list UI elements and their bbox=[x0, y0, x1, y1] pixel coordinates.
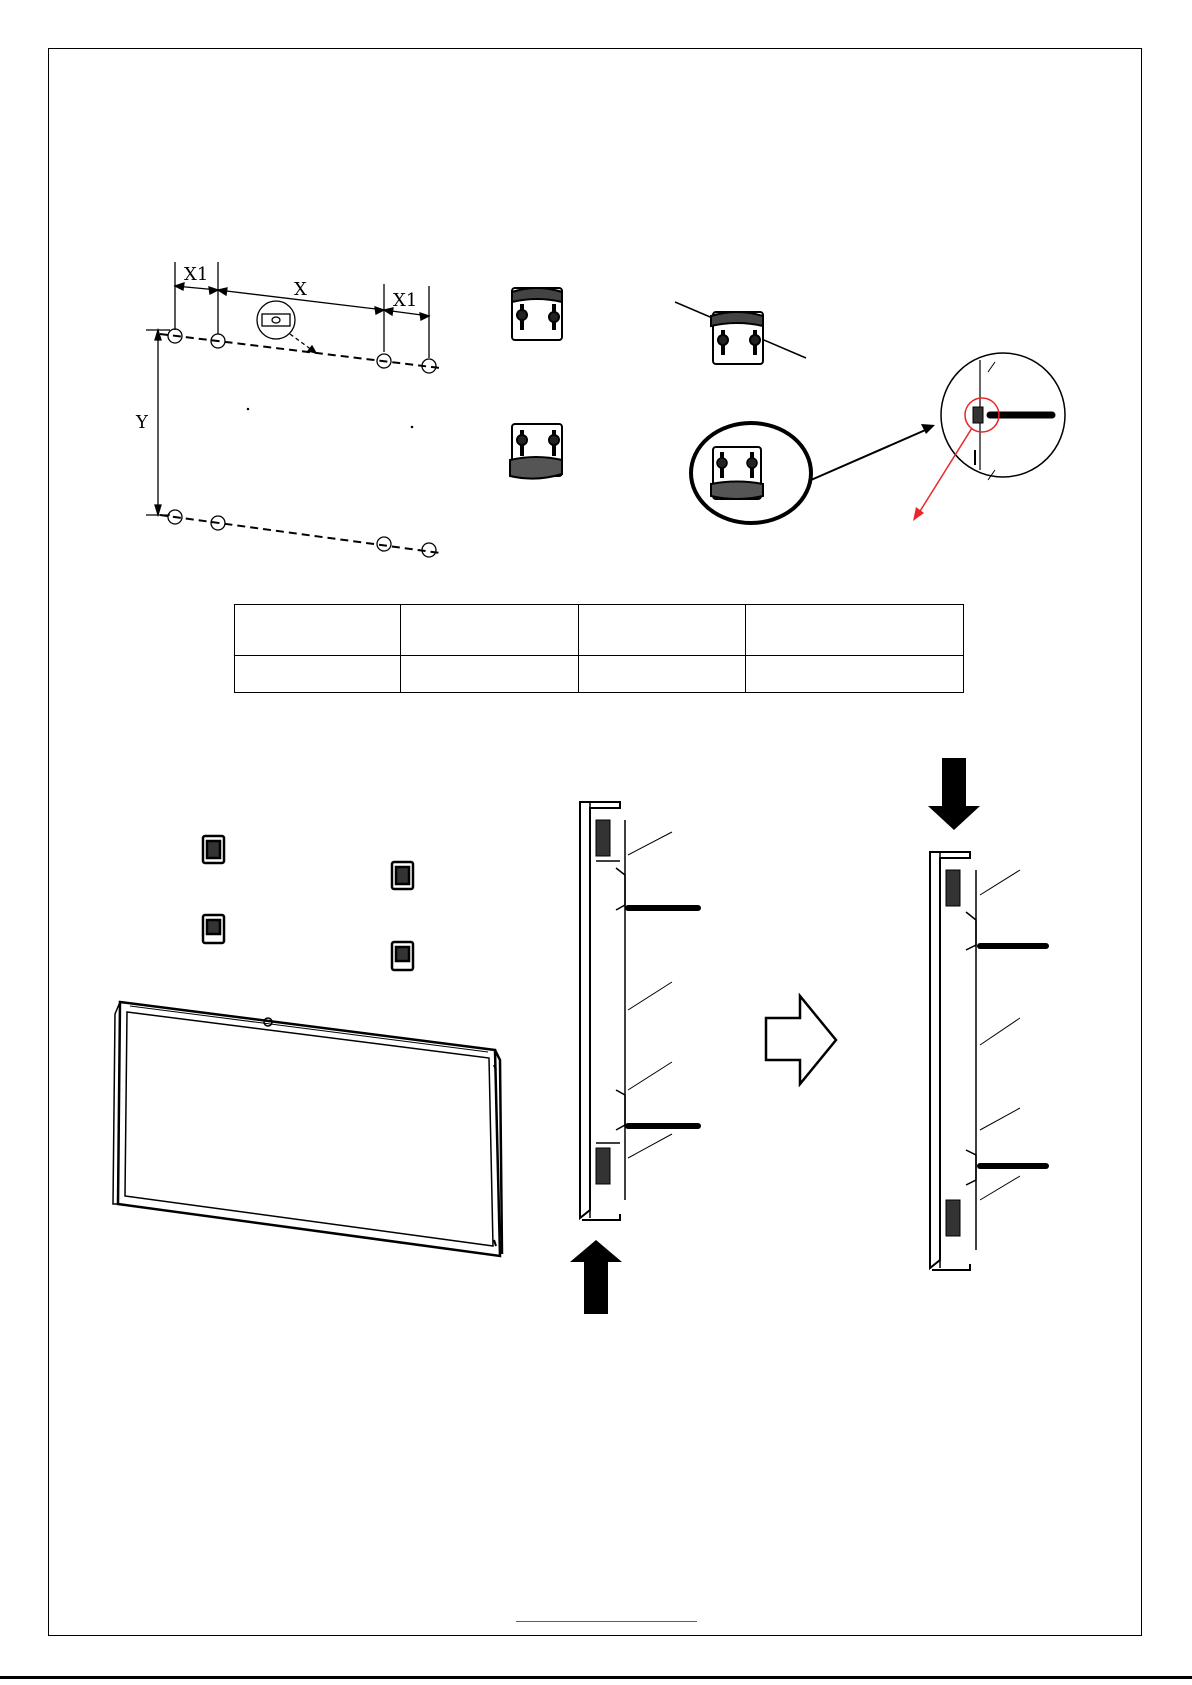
arrow-right-outline-icon bbox=[766, 996, 836, 1084]
spec-table bbox=[234, 604, 964, 693]
table-cell bbox=[579, 656, 746, 693]
screw-detail-magnified bbox=[913, 353, 1065, 521]
table-row bbox=[235, 605, 964, 656]
table-cell bbox=[746, 605, 964, 656]
display-panel bbox=[113, 1002, 502, 1256]
arrow-down-icon bbox=[928, 758, 980, 830]
label-x1-left: X1 bbox=[184, 264, 209, 285]
arrow-up-icon bbox=[570, 1240, 622, 1314]
bracket-bottom bbox=[510, 424, 562, 479]
label-y: Y bbox=[136, 412, 148, 433]
bracket-top bbox=[512, 288, 562, 340]
table-cell bbox=[235, 605, 401, 656]
wall-brackets-mounted bbox=[203, 836, 413, 970]
footer-link[interactable] bbox=[516, 1606, 697, 1624]
table-row bbox=[235, 656, 964, 693]
label-x1-right: X1 bbox=[393, 290, 418, 311]
label-x: X bbox=[294, 279, 307, 300]
table-cell bbox=[401, 605, 579, 656]
bracket-magnified bbox=[691, 423, 935, 523]
bracket-on-wall-line bbox=[675, 302, 806, 364]
table-cell bbox=[579, 605, 746, 656]
table-cell bbox=[235, 656, 401, 693]
table-cell bbox=[401, 656, 579, 693]
side-view-before bbox=[580, 802, 698, 1220]
side-view-after bbox=[930, 852, 1046, 1270]
table-cell bbox=[746, 656, 964, 693]
